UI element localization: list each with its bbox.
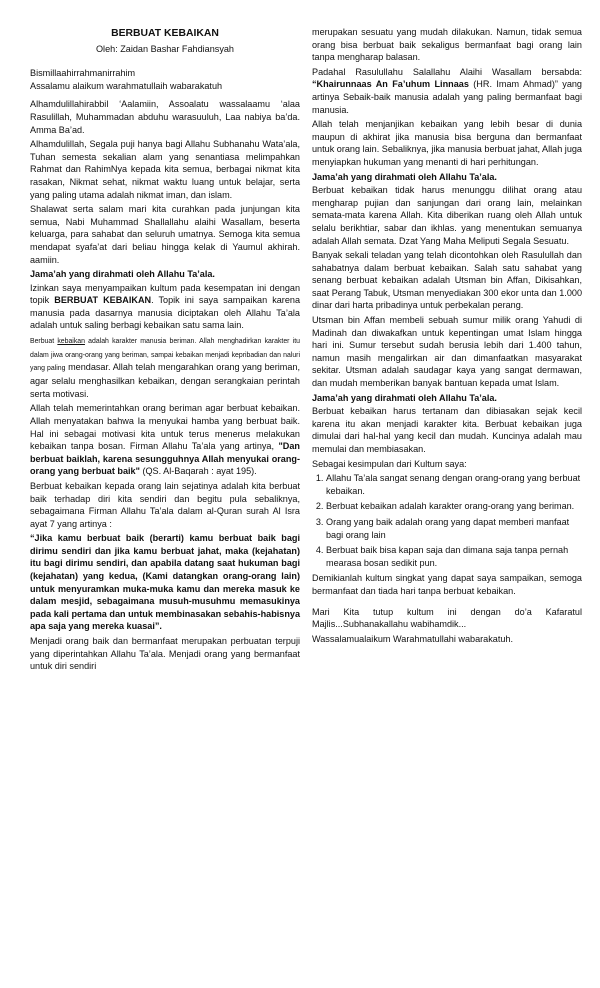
- summary-item: 4. Berbuat baik bisa kapan saja dan dimana saja tanpa pernah mearasa bosan sedikit pun.: [326, 544, 582, 569]
- topic-text-a: Izinkan saya menyampaikan kultum pada kesempatan ini dengan topik: [30, 282, 300, 306]
- small-text-underlined: kebaikan: [57, 338, 85, 346]
- hadith-quote: “Khairunnaas An Fa’uhum Linnaas: [312, 79, 469, 90]
- shalawat-paragraph: Shalawat serta salam mari kita curahkan pada junjungan kita semua, Nabi Muhammad Shallallahu alaihi Wasallam, beserta keluarga, para sahabat dan seluruh umatnya. Semoga kita semua mendapat syafa’at dari beliau hingga kelak di Yaumul akhirah. aamiin.: [30, 204, 300, 265]
- hadith-text-b: (HR. Imam Ahmad)” yang artinya Sebaik-baik manusia adalah yang paling bermanfaat bagi manusia.: [312, 79, 582, 115]
- command-source: (QS. Al-Baqarah : ayat 195).: [139, 466, 257, 477]
- summary-item: 3. Orang yang baik adalah orang yang dapat memberi manfaat bagi orang lain: [326, 516, 582, 541]
- document-title: BERBUAT KEBAIKAN: [111, 28, 219, 39]
- hadith-text-a: Padahal Rasulullahu Salallahu Alaihi Wasallam bersabda:: [312, 66, 582, 77]
- section-heading-2: Jama’ah yang dirahmati oleh Allahu Ta’ala.: [312, 171, 497, 182]
- topic-name: BERBUAT KEBAIKAN: [54, 295, 152, 306]
- summary-item: 2. Berbuat kebaikan adalah karakter orang-orang yang beriman.: [326, 500, 582, 513]
- topic-paragraph: [30, 282, 300, 332]
- doa-paragraph: Mari Kita tutup kultum ini dengan do’a Kafaratul Majlis...Subhanakallahu wabihamdik...: [312, 606, 582, 630]
- character-paragraph: [30, 334, 300, 400]
- utsman-paragraph: Banyak sekali teladan yang telah dicontohkan oleh Rasulullah dan sahabatnya dalam berbuat kebaikan. Salah satu sahabat yang senang berbuat kebaikan adalah Utsman bin Affan, Dikisahkan, saat Perang Tabuk, Utsman menyediakan 300 ekor unta dan 1.000 dinar dari harta pribadinya untuk perbekalan perang.: [312, 250, 582, 311]
- character-text-rest: mendasar. Allah telah mengarahkan orang yang beriman, agar selalu menghasilkan kebaikan, dengan serangkaian perintah serta motivasi.: [30, 362, 301, 399]
- small-text-b: adalah karakter manusia beriman. Allah menghadirkan karakter itu dalam jiwa orang-orang yang beriman, sampai kebaikan menjadi kepribadian dan naluri yang paling: [30, 338, 300, 373]
- closing-paragraph: Demikianlah kultum singkat yang dapat saya sampaikan, semoga bermanfaat dan tiada hari tanpa berbuat kebaikan.: [312, 573, 582, 596]
- summary-intro: Sebagai kesimpulan dari Kultum saya:: [312, 458, 467, 469]
- self-benefit-paragraph: Berbuat kebaikan kepada orang lain sejatinya adalah kita berbuat baik terhadap diri kita sendiri dan begitu pula sebaliknya, sebagaimana Firman Allahu Ta’ala dalam al-Quran surah Al Isra ayat 7 yang artinya :: [30, 480, 300, 529]
- topic-text-b: . Topik ini saya sampaikan karena manusia pada dasarnya manusia diciptakan oleh Allahu Ta’ala adalah untuk saling berbagi kebaikan satu sama lain.: [30, 295, 300, 331]
- habit-paragraph: Berbuat kebaikan harus tertanam dan dibiasakan sejak kecil karena itu akan menjadi karakter kita. Berbuat kebaikan juga dimulai dari hal-hal yang kecil dan mudah. Kuncinya adalah mau memulai dan membiasakan.: [312, 406, 582, 454]
- author-line: Oleh: Zaidan Bashar Fahdiansyah: [95, 43, 234, 54]
- section-heading-3: Jama’ah yang dirahmati oleh Allahu Ta’ala.: [312, 392, 497, 403]
- command-paragraph: [30, 402, 300, 478]
- opening-salam: Assalamu alaikum warahmatullaih wabarakatuh: [30, 80, 223, 91]
- command-text-a: Allah telah memerintahkan orang beriman agar berbuat kebaikan. Allah menyatakan bahwa Ia menyukai hamba yang berbuat baik. Hal ini sebagai motivasi kita untuk terus menerus melakukan kebaikan tanpa bosan. Firman Allahu Ta’ala yang artinya,: [30, 403, 300, 452]
- sincerity-paragraph: Berbuat kebaikan tidak harus menunggu dilihat orang atau mengharap pujian dan sanjungan dari orang lain, melainkan semata-mata karena Allah. Kita diberikan ruang oleh Allah untuk selalu berikhtiar, sabar dan ikhlas. yang menentukan semuanya adalah Allah semata. Dzat Yang Maha Meliputi Segala Sesuatu.: [312, 185, 582, 246]
- continuation-paragraph: merupakan sesuatu yang mudah dilakukan. Namun, tidak semua orang bisa berbuat baik sekaligus bermanfaat bagi orang lain tanpa mengharap balasan.: [312, 27, 582, 63]
- al-isra-quote: “Jika kamu berbuat baik (berarti) kamu berbuat baik bagi dirimu sendiri dan jika kamu berbuat jahat, maka (kejahatan) itu bagi dirimu sendiri, dan apabila datang saat hukuman bagi (kejahatan) yang kedua, (Kami datangkan orang-orang lain) untuk menyuramkan muka-muka kamu dan mereka masuk ke dalam mesjid, sebagaimana musuh-musuhmu memasukinya pada kali pertama dan untuk membinasakan sebahis-habisnya apa saja yang mereka kuasai”.: [30, 533, 300, 632]
- hamdalah-paragraph: Alhamdulillah, Segala puji hanya bagi Allahu Subhanahu Wata’ala, Tuhan semesta sekalian alam yang senantiasa melimpahkan Rahmat dan RahimNya kepada kita semua, berbagai nikmat kita rasakan, Nikmat sehat, nikmat waktu luang untuk belajar, serta yang paling utama adalah nikmat iman, dan islam.: [30, 139, 300, 200]
- small-text-a: Berbuat: [30, 338, 58, 346]
- left-column: [30, 26, 300, 675]
- promise-paragraph: Allah telah menjanjikan kebaikan yang lebih besar di dunia maupun di akhirat jika manusia bisa berguna dan bermanfaat untuk orang lain. Sebaliknya, jika manusia berbuat jahat, Allah juga menyiapkan hukuman yang menanti di hari perhitungan.: [312, 119, 582, 167]
- opening-praise: Alhamdulillahirabbil ‘Aalamiin, Assoalatu wassalaamu ‘alaa Rasulillah, Muhammadan abduhu warasuuluh, Laa nabiya ba’da. Amma Ba’ad.: [30, 99, 300, 135]
- hadith-paragraph: [312, 66, 582, 116]
- well-paragraph: Utsman bin Affan membeli sebuah sumur milik orang Yahudi di Madinah dan diwakafkan untuk kepentingan umat Islam hingga hari ini. Sumur tersebut sudah berusia lebih dari 1.400 tahun, namun masih mengalirkan air dan dimanfaatkan masyarakat sekitar. Utsman adalah saudagar kaya yang sangat dermawan, dan mudah memberikan banyak bantuan kepada umat Islam.: [312, 315, 582, 389]
- closing-salam: Wassalamualaikum Warahmatullahi wabarakatuh.: [312, 633, 513, 644]
- right-column: [312, 26, 582, 647]
- summary-item: 1. Allahu Ta’ala sangat senang dengan orang-orang yang berbuat kebaikan.: [326, 472, 582, 497]
- beneficial-person-paragraph: Menjadi orang baik dan bermanfaat merupakan perbuatan terpuji yang diperintahkan Allahu Ta’ala. Menjadi orang yang bermanfaat untuk diri sendiri: [30, 636, 300, 672]
- bismillah: Bismillaahirrahmanirrahim: [30, 68, 136, 79]
- command-quote: "Dan berbuat baiklah, karena sesungguhnya Allah menyukai orang-orang yang berbuat baik": [30, 441, 300, 477]
- section-heading-1: Jama’ah yang dirahmati oleh Allahu Ta’ala.: [30, 269, 215, 280]
- summary-list: [312, 472, 582, 569]
